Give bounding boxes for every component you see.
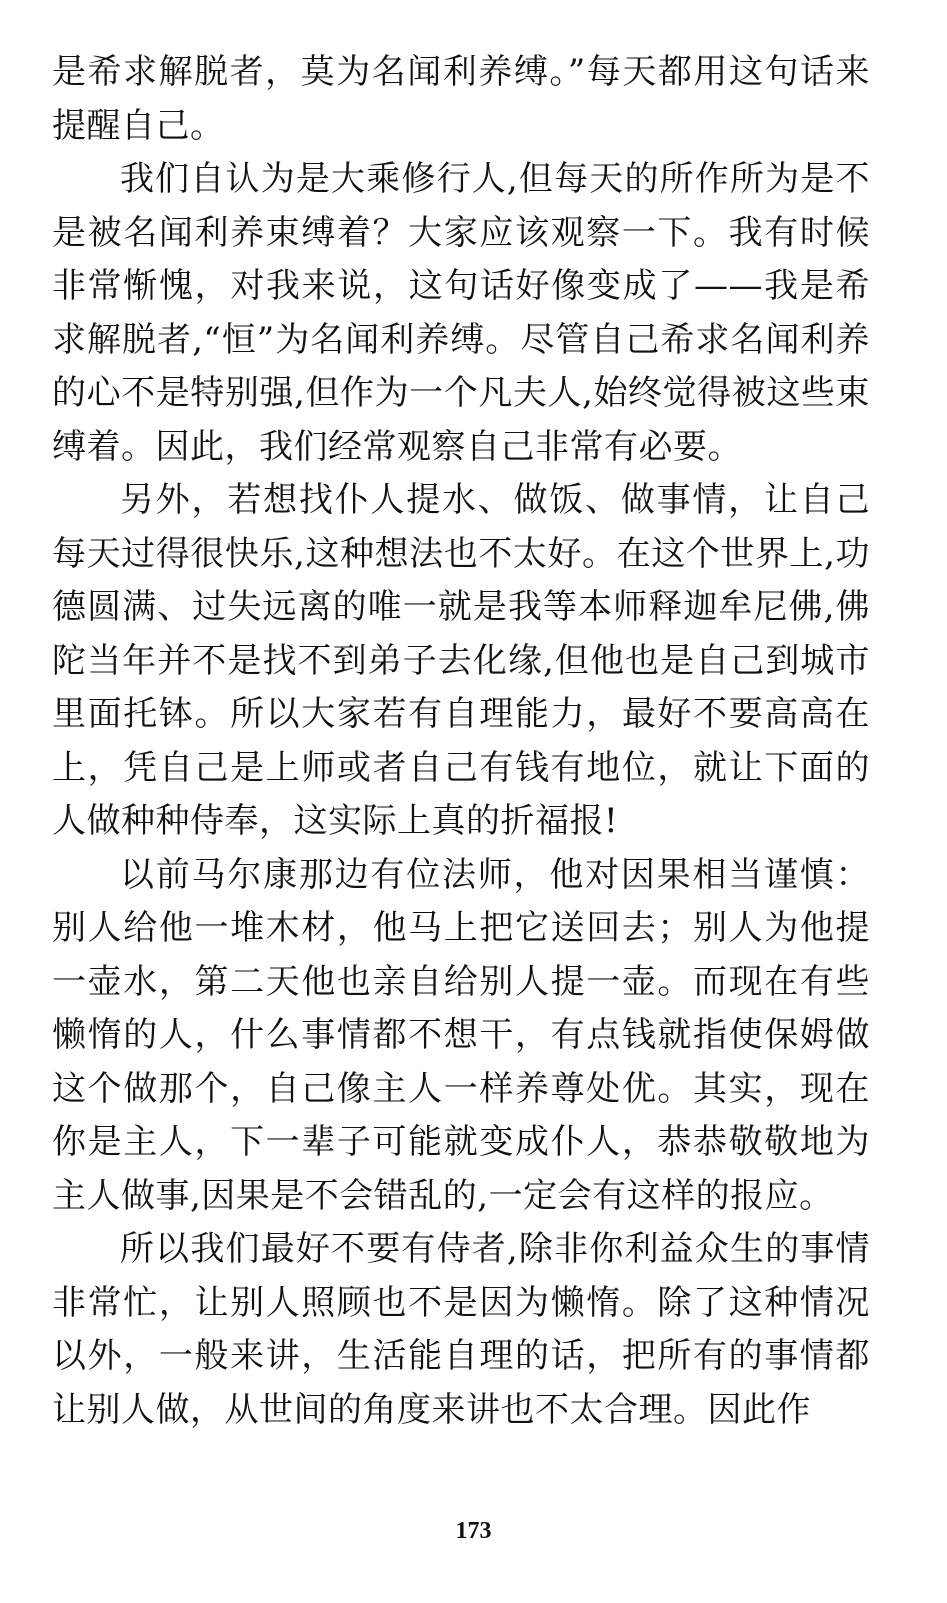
paragraph-2: 我们自认为是大乘修行人,但每天的所作所为是不是被名闻利养束缚着？大家应该观察一下。我有时候非常惭愧，对我来说，这句话好像变成了——我是希求解脱者,“恒”为名闻利养缚。尽管自己希求名闻利养的心不是特别强,但作为一个凡夫人,始终觉得被这些束缚着。因此，我们经常观察自己非常有必要。 bbox=[52, 159, 870, 467]
paragraph-5: 所以我们最好不要有侍者,除非你利益众生的事情非常忙，让别人照顾也不是因为懒惰。除了这种情况以外，一般来讲，生活能自理的话，把所有的事情都让别人做，从世间的角度来讲也不太合理。因此作 bbox=[52, 1229, 870, 1430]
page-body bbox=[52, 46, 870, 1437]
page-number: 173 bbox=[455, 1518, 492, 1544]
paragraph-3: 另外，若想找仆人提水、做饭、做事情，让自己每天过得很快乐,这种想法也不太好。在这个世界上,功德圆满、过失远离的唯一就是我等本师释迦牟尼佛,佛陀当年并不是找不到弟子去化缘,但他也是自己到城市里面托钵。所以大家若有自理能力，最好不要高高在上，凭自己是上师或者自己有钱有地位，就让下面的人做种种侍奉，这实际上真的折福报! bbox=[52, 480, 870, 841]
paragraph-1: 是希求解脱者，莫为名闻利养缚。”每天都用这句话来提醒自己。 bbox=[52, 52, 870, 146]
paragraph-4: 以前马尔康那边有位法师，他对因果相当谨慎：别人给他一堆木材，他马上把它送回去；别人为他提一壶水，第二天他也亲自给别人提一壶。而现在有些懒惰的人，什么事情都不想干，有点钱就指使保姆做这个做那个，自己像主人一样养尊处优。其实，现在你是主人，下一辈子可能就变成仆人，恭恭敬敬地为主人做事,因果是不会错乱的,一定会有这样的报应。 bbox=[52, 854, 870, 1216]
